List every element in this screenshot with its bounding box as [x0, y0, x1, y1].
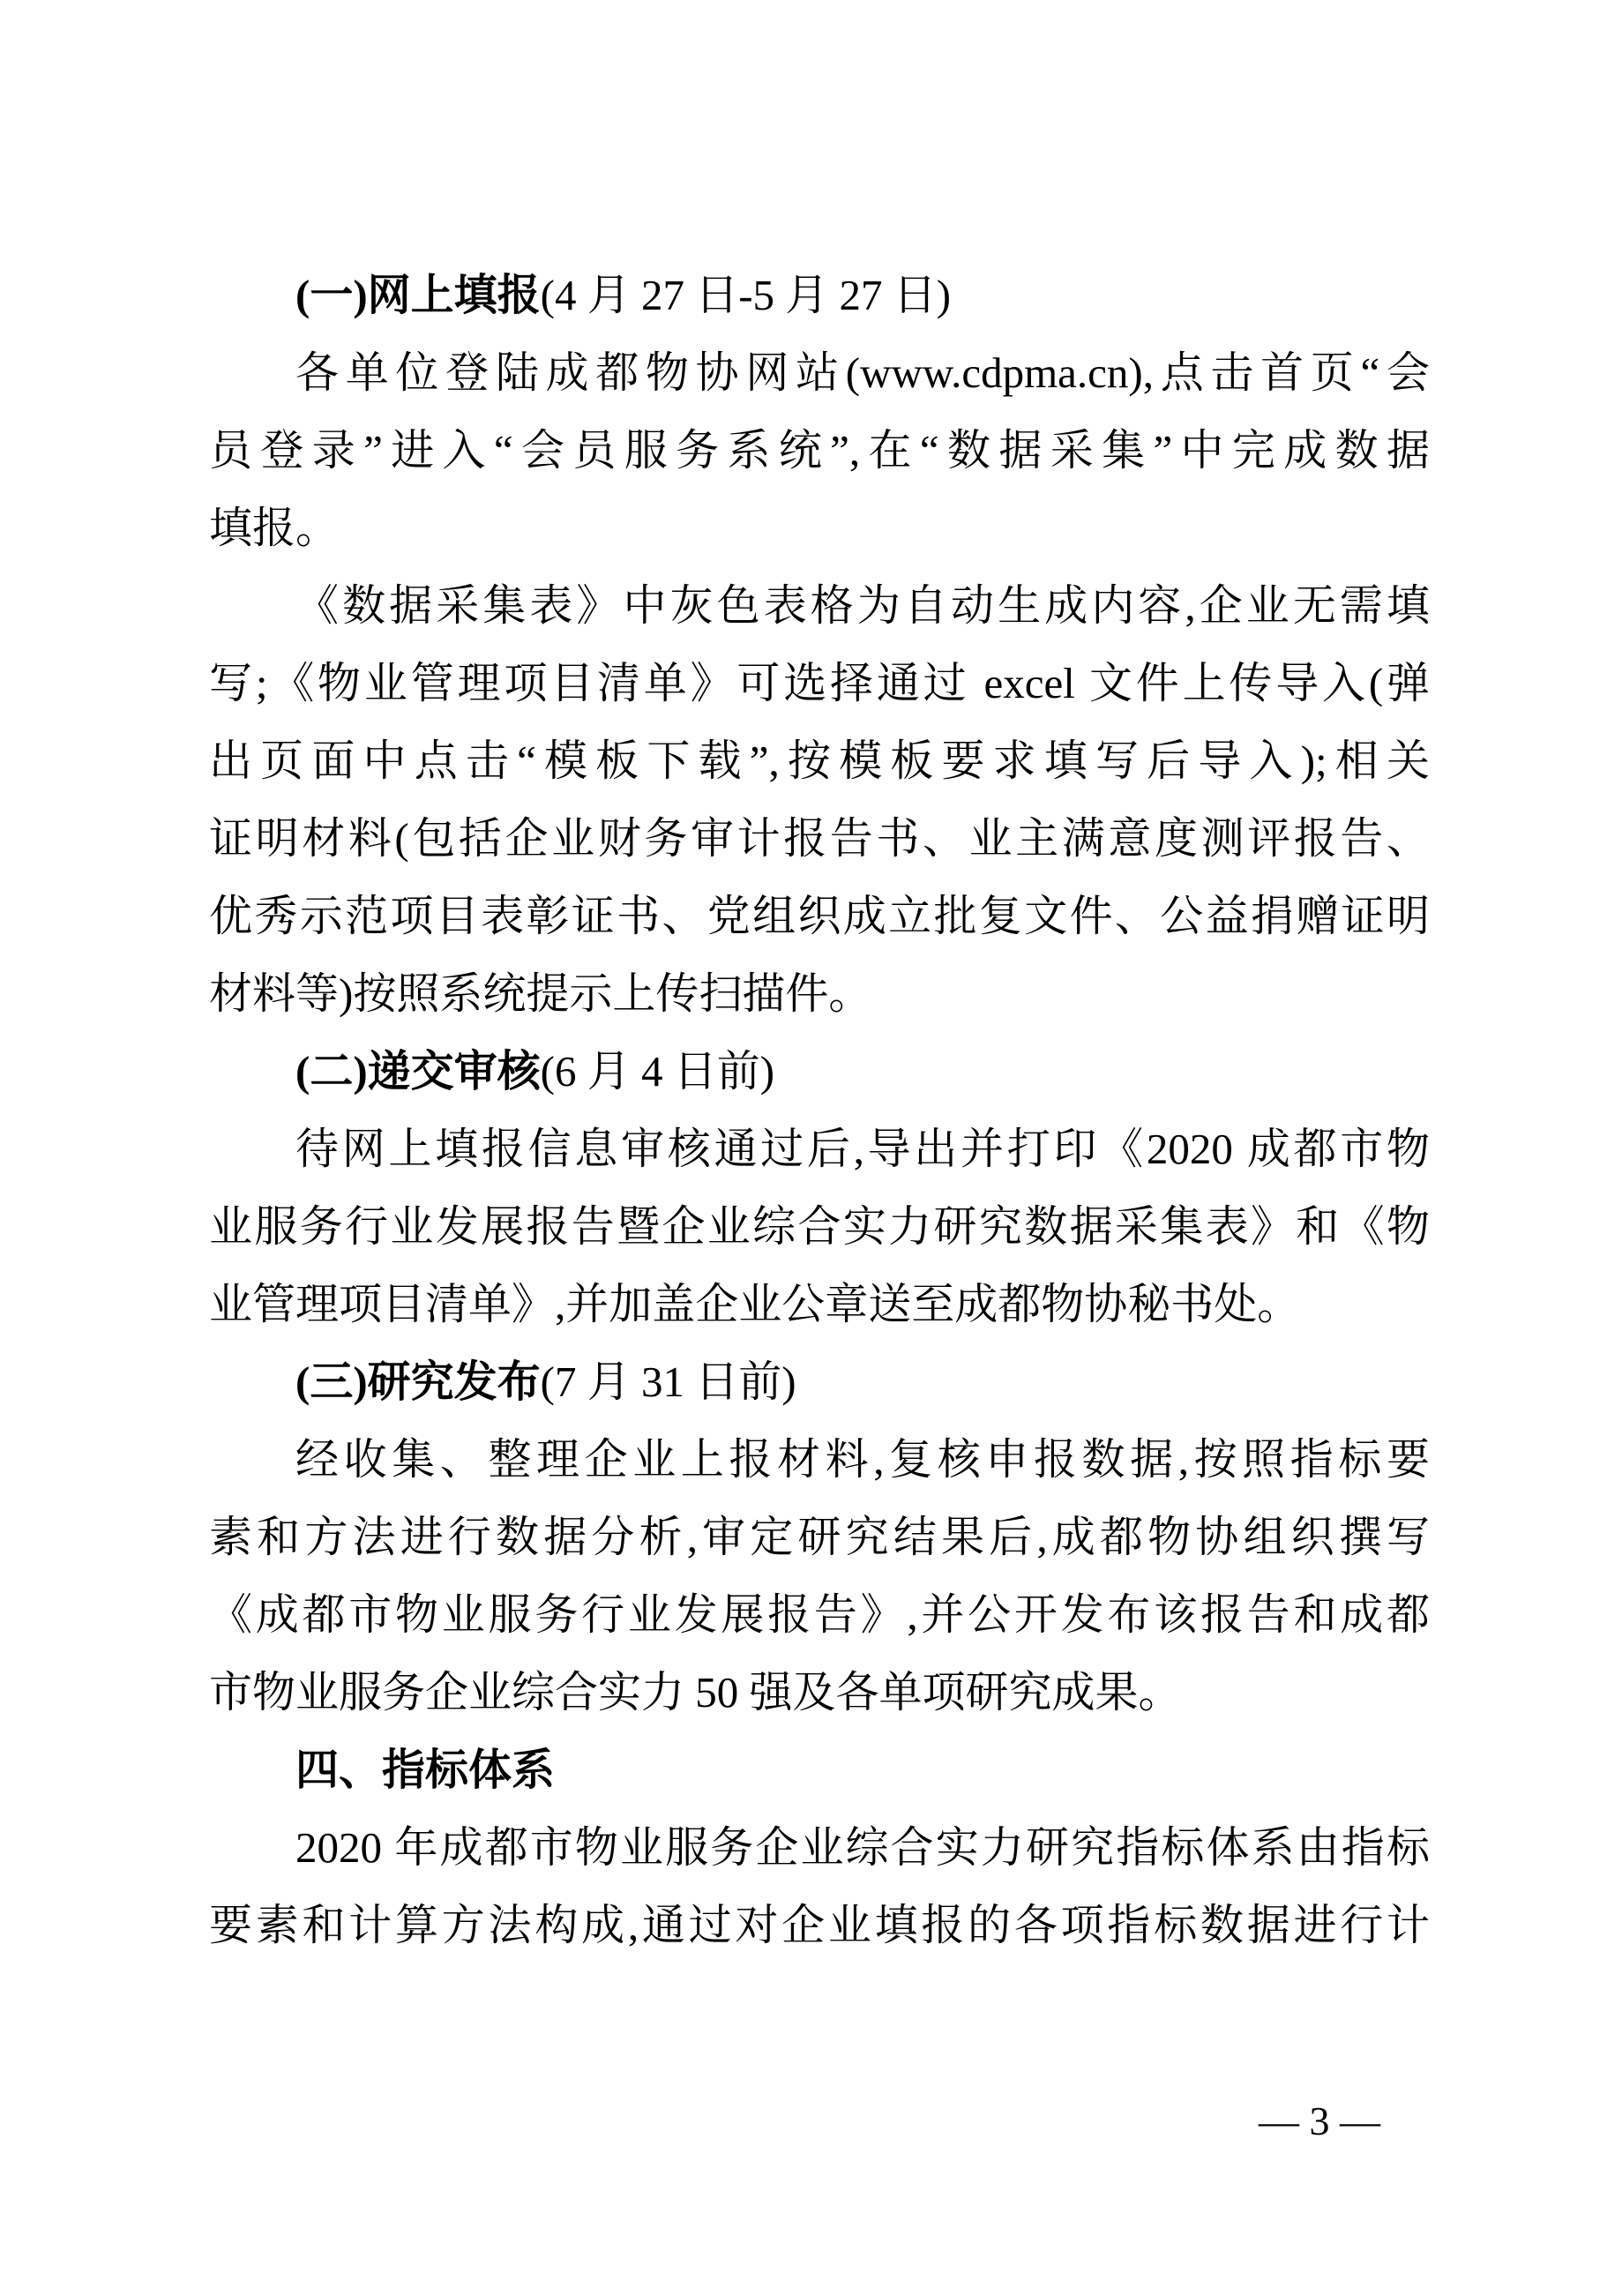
paragraph-line: 素和方法进行数据分析,审定研究结果后,成都物协组织撰写	[209, 1513, 1430, 1561]
paragraph-line: 优秀示范项目表彰证书、党组织成立批复文件、公益捐赠证明	[209, 892, 1430, 940]
section-heading-3	[209, 1343, 1430, 1421]
paragraph-line: 业服务行业发展报告暨企业综合实力研究数据采集表》和《物	[209, 1202, 1430, 1251]
paragraph-line: 2020 年成都市物业服务企业综合实力研究指标体系由指标	[295, 1823, 1430, 1872]
section-heading-2	[209, 1033, 1430, 1111]
paragraph-line: 要素和计算方法构成,通过对企业填报的各项指标数据进行计	[209, 1901, 1430, 1949]
paragraph-line: 待网上填报信息审核通过后,导出并打印《2020 成都市物	[295, 1125, 1430, 1173]
page-number: — 3 —	[1259, 2098, 1380, 2143]
paragraph-line: 证明材料(包括企业财务审计报告书、业主满意度测评报告、	[209, 814, 1430, 863]
paragraph-line: 经收集、整理企业上报材料,复核申报数据,按照指标要	[295, 1435, 1430, 1484]
paragraph-line: 填报。	[209, 504, 340, 552]
section-heading-1-title: (一)网上填报	[295, 271, 541, 319]
paragraph-line: 员登录”进入“会员服务系统”,在“数据采集”中完成数据	[209, 426, 1430, 475]
paragraph-line: 材料等)按照系统提示上传扫描件。	[209, 969, 872, 1018]
paragraph-line: 《成都市物业服务行业发展报告》,并公开发布该报告和成都	[209, 1590, 1430, 1639]
paragraph-line: 市物业服务企业综合实力 50 强及各单项研究成果。	[209, 1668, 1182, 1716]
paragraph-line: 出页面中点击“模板下载”,按模板要求填写后导入);相关	[209, 737, 1430, 785]
section-heading-4: 四、指标体系	[295, 1746, 556, 1794]
section-heading-1-date: (4 月 27 日-5 月 27 日)	[540, 271, 952, 319]
section-heading-1	[209, 257, 1430, 334]
paragraph-line: 《数据采集表》中灰色表格为自动生成内容,企业无需填	[295, 581, 1430, 630]
paragraph-line: 各单位登陆成都物协网站(www.cdpma.cn),点击首页“会	[295, 348, 1430, 397]
paragraph-line: 写;《物业管理项目清单》可选择通过 excel 文件上传导入(弹	[209, 659, 1430, 707]
document-body	[209, 257, 1430, 1964]
section-heading-3-date: (7 月 31 日前)	[540, 1357, 796, 1406]
paragraph-line: 业管理项目清单》,并加盖企业公章送至成都物协秘书处。	[209, 1280, 1301, 1328]
section-heading-2-title: (二)递交审核	[295, 1047, 541, 1096]
section-heading-2-date: (6 月 4 日前)	[540, 1047, 775, 1096]
section-heading-3-title: (三)研究发布	[295, 1357, 541, 1406]
